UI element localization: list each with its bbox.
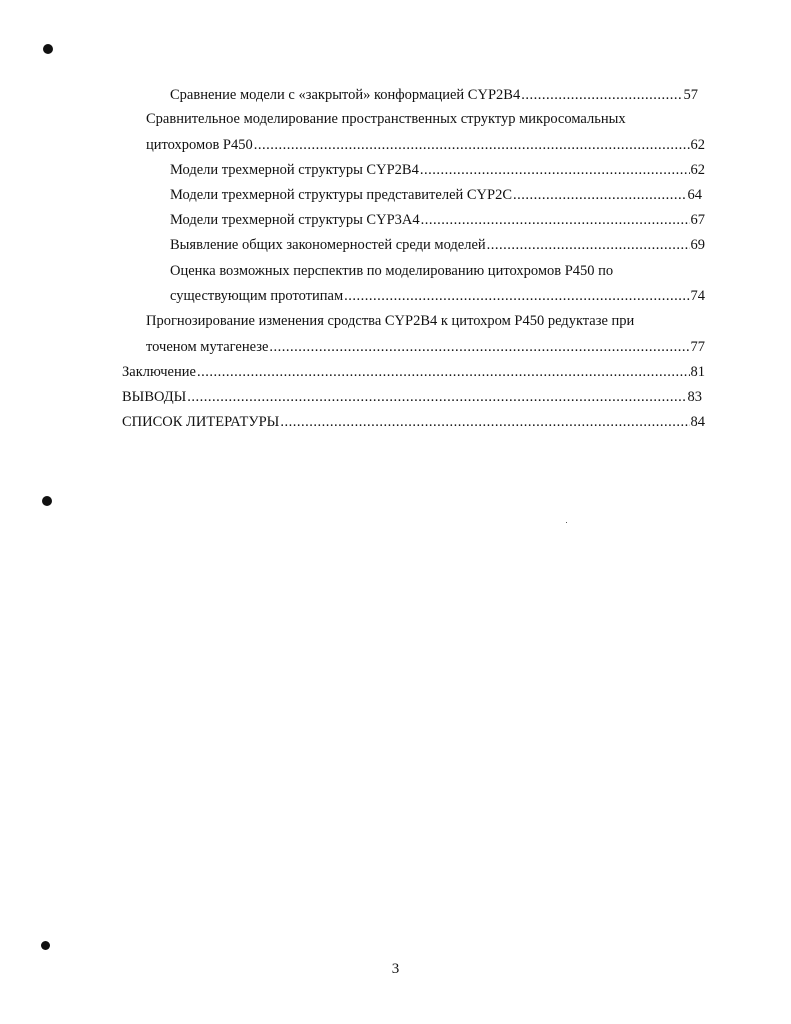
toc-entry-title: Заключение bbox=[122, 364, 196, 380]
toc-leader-dots bbox=[344, 287, 689, 305]
toc-entry-title: ВЫВОДЫ bbox=[122, 389, 187, 405]
toc-entry bbox=[122, 388, 702, 406]
toc-entry-title: Прогнозирование изменения сродства CYP2B4 к цитохром Р450 редуктазе при bbox=[146, 313, 635, 329]
toc-entry-page: 69 bbox=[690, 237, 705, 253]
toc-entry-page: 84 bbox=[690, 414, 705, 430]
toc-entry bbox=[146, 110, 626, 128]
toc-leader-dots bbox=[269, 338, 689, 356]
toc-entry-page: 67 bbox=[690, 212, 705, 228]
toc-entry-title: Модели трехмерной структуры CYP2B4 bbox=[170, 162, 419, 178]
toc-entry-title: Сравнительное моделирование пространственных структур микросомальных bbox=[146, 111, 626, 127]
toc-entry bbox=[170, 262, 613, 280]
toc-entry bbox=[122, 413, 705, 431]
toc-entry bbox=[146, 312, 634, 330]
toc-leader-dots bbox=[513, 186, 686, 204]
toc-entry bbox=[146, 338, 705, 356]
toc-entry bbox=[170, 287, 705, 305]
toc-leader-dots bbox=[420, 161, 690, 179]
toc-entry bbox=[170, 236, 705, 254]
toc-entry bbox=[170, 161, 705, 179]
toc-entry-title: СПИСОК ЛИТЕРАТУРЫ bbox=[122, 414, 280, 430]
toc-leader-dots bbox=[187, 388, 686, 406]
toc-entry-page: 62 bbox=[690, 137, 705, 153]
binder-hole-top bbox=[43, 44, 53, 54]
toc-entry-title: точеном мутагенезе bbox=[146, 339, 269, 355]
toc-entry-title: существующим прототипам bbox=[170, 288, 344, 304]
toc-entry-title: цитохромов Р450 bbox=[146, 137, 253, 153]
scan-speck bbox=[566, 522, 567, 523]
toc-entry-title: Сравнение модели с «закрытой» конформацией CYP2B4 bbox=[170, 87, 521, 103]
toc-leader-dots bbox=[197, 363, 690, 381]
toc-entry-page: 62 bbox=[690, 162, 705, 178]
toc-entry-page: 77 bbox=[690, 339, 705, 355]
toc-entry bbox=[170, 211, 705, 229]
toc-entry-page: 64 bbox=[687, 187, 702, 203]
toc-entry bbox=[122, 363, 705, 381]
page-number: 3 bbox=[391, 961, 400, 977]
toc-entry-title: Выявление общих закономерностей среди моделей bbox=[170, 237, 486, 253]
toc-entry bbox=[170, 186, 702, 204]
toc-entry-title: Оценка возможных перспектив по моделированию цитохромов Р450 по bbox=[170, 263, 614, 279]
toc-entry-page: 74 bbox=[690, 288, 705, 304]
toc-leader-dots bbox=[280, 413, 689, 431]
toc-entry-title: Модели трехмерной структуры представителей CYP2C bbox=[170, 187, 513, 203]
toc-leader-dots bbox=[254, 136, 690, 154]
toc-entry bbox=[146, 136, 705, 154]
binder-hole-middle bbox=[42, 496, 52, 506]
toc-leader-dots bbox=[421, 211, 690, 229]
toc-leader-dots bbox=[521, 86, 682, 104]
binder-hole-bottom bbox=[41, 941, 50, 950]
toc-entry-title: Модели трехмерной структуры CYP3A4 bbox=[170, 212, 420, 228]
toc-leader-dots bbox=[487, 236, 690, 254]
toc-entry bbox=[170, 86, 698, 104]
toc-entry-page: 57 bbox=[683, 87, 698, 103]
toc-entry-page: 83 bbox=[687, 389, 702, 405]
toc-entry-page: 81 bbox=[690, 364, 705, 380]
